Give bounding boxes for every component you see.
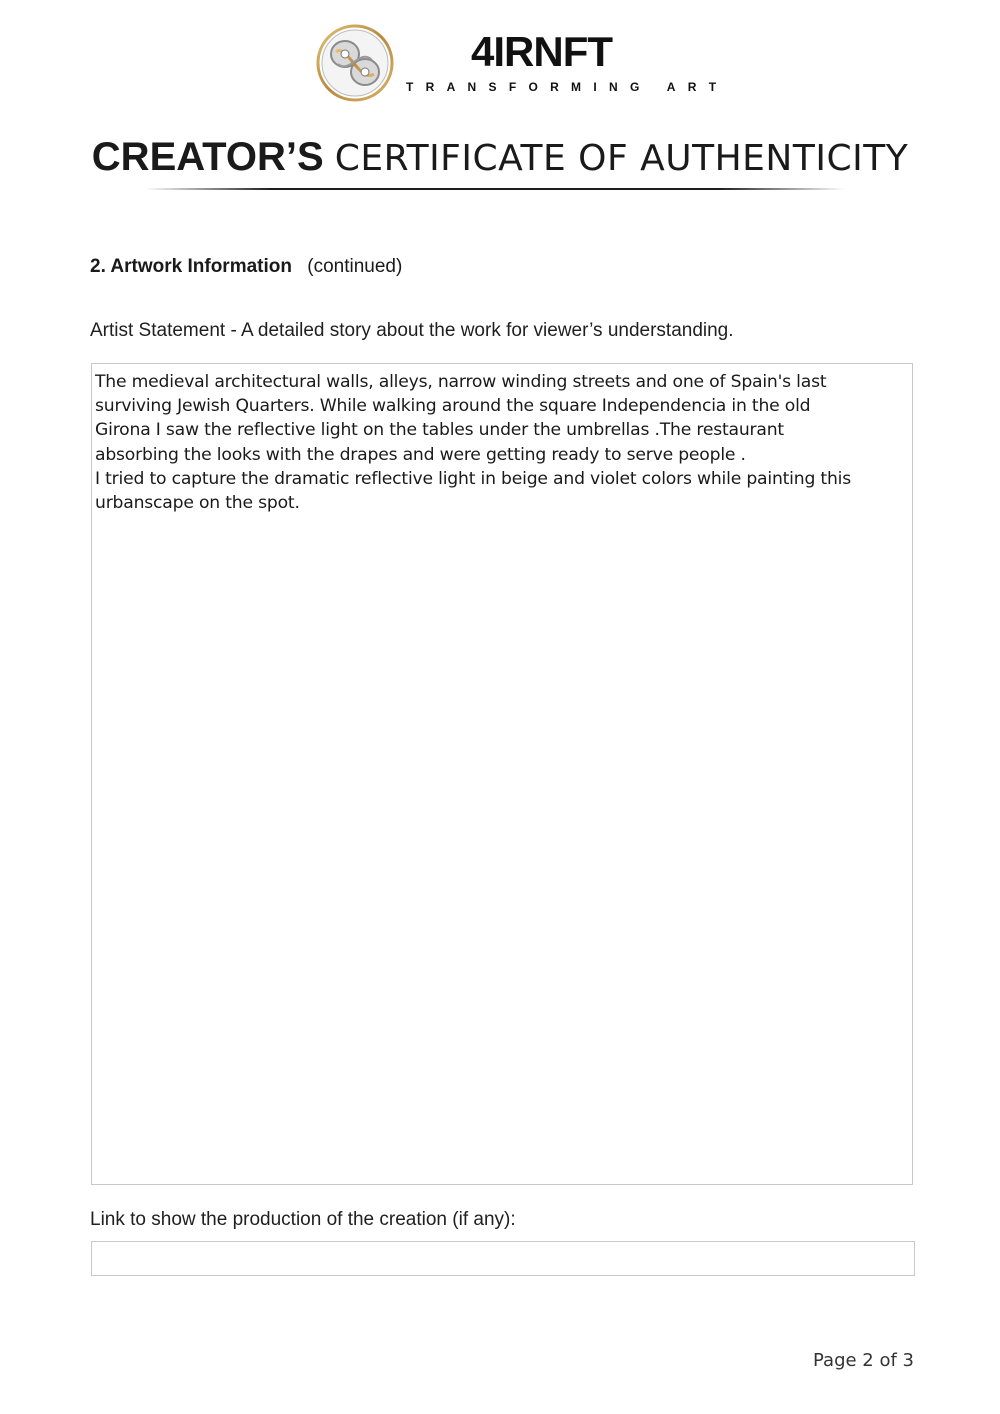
title-bold: CREATOR’S: [91, 135, 324, 179]
artist-statement-label: Artist Statement - A detailed story about the work for viewer’s understanding.: [90, 320, 734, 341]
artist-statement-text: The medieval architectural walls, alleys, narrow winding streets and one of Spain's last surviving Jewish Quarters. While walking around the square Independencia in the old Girona I saw the reflective light on the tables under the umbrellas .The restaurant absorbing the looks with the drapes and were getting ready to serve people . I tried to capture the dramatic reflective light in beige and violet colors while painting this urbanscape on the spot.: [95, 372, 851, 514]
section-heading: [90, 256, 402, 278]
title-rest: CERTIFICATE OF AUTHENTICITY: [334, 138, 909, 179]
section-heading-title: 2. Artwork Information: [90, 256, 292, 277]
production-link-label: Link to show the production of the creation (if any):: [90, 1209, 516, 1230]
page-number: Page 2 of 3: [813, 1350, 914, 1371]
production-link-field[interactable]: [91, 1241, 915, 1276]
title-divider: [145, 188, 845, 190]
artist-statement-field[interactable]: [91, 363, 913, 1185]
brand-name: 4IRNFT: [471, 28, 612, 75]
page-title: [0, 132, 1000, 184]
brand-tagline: TRANSFORMING ART: [406, 80, 729, 94]
section-heading-suffix: (continued): [307, 256, 403, 277]
infinity-knot-emblem-icon: [316, 24, 394, 102]
brand-logo: [316, 24, 729, 102]
